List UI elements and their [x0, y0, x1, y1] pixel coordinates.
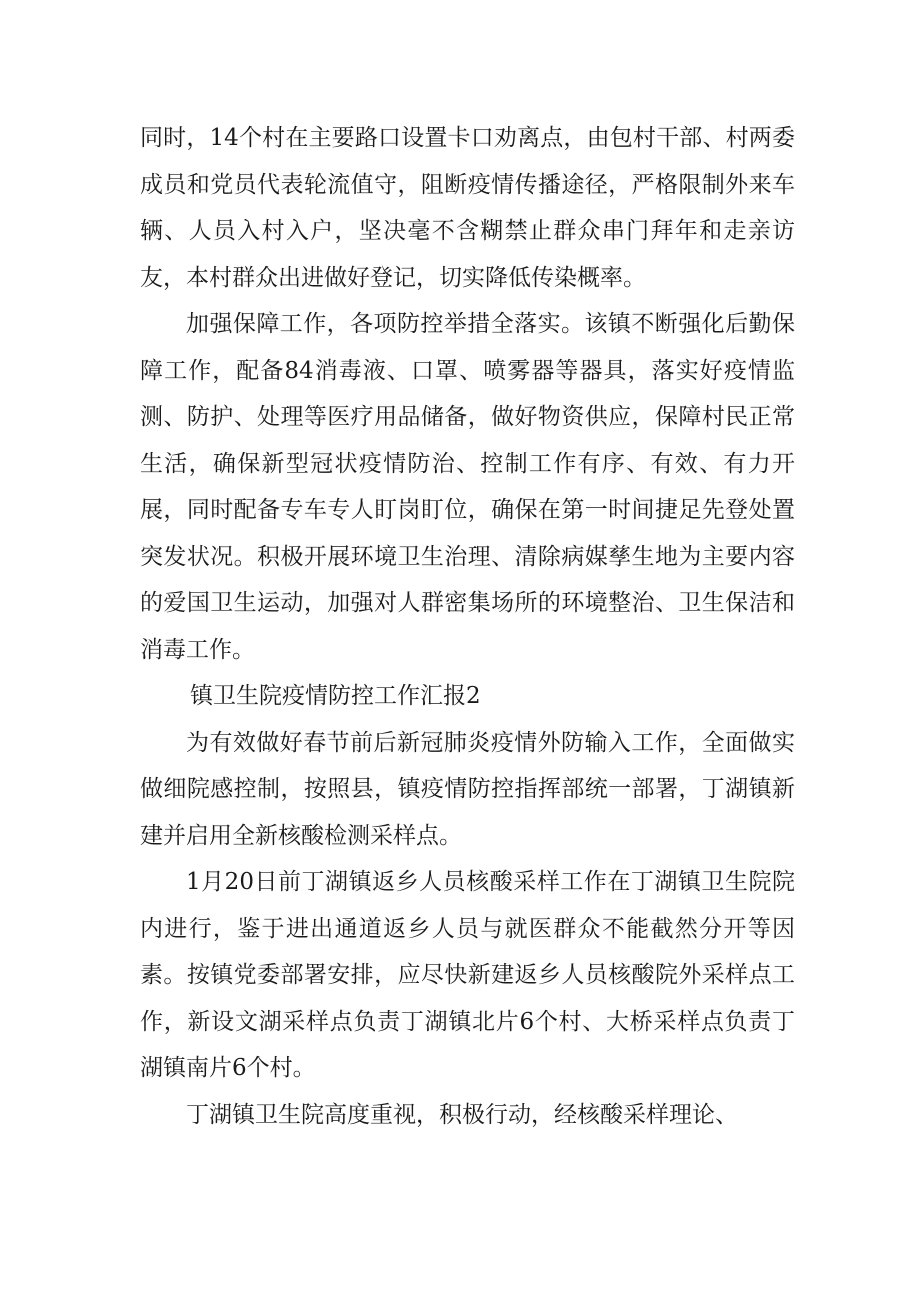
section-heading: 镇卫生院疫情防控工作汇报2 — [190, 683, 481, 709]
paragraph-new-sampling-site: 为有效做好春节前后新冠肺炎疫情外防输入工作，全面做实做细院感控制，按照县，镇疫情防控指挥部统一部署，丁湖镇新建并启用全新核酸检测采样点。 — [140, 729, 795, 849]
paragraph-logistics-support: 加强保障工作，各项防控举措全落实。该镇不断强化后勤保障工作，配备84消毒液、口罩、喷雾器等器具，落实好疫情监测、防护、处理等医疗用品储备，做好物资供应，保障村民正常生活，确保新型冠状疫情防治、控制工作有序、有效、有力开展，同时配备专车专人盯岗盯位，确保在第一时间捷足先登处置突发状况。积极开展环境卫生治理、清除病媒孳生地为主要内容的爱国卫生运动，加强对人群密集场所的环境整治、卫生保洁和消毒工作。 — [140, 311, 795, 663]
paragraph-sampling-arrangement: 1月20日前丁湖镇返乡人员核酸采样工作在丁湖镇卫生院院内进行，鉴于进出通道返乡人员与就医群众不能截然分开等因素。按镇党委部署安排，应尽快新建返乡人员核酸院外采样点工作，新设文湖采样点负责丁湖镇北片6个村、大桥采样点负责丁湖镇南片6个村。 — [140, 869, 795, 1081]
paragraph-village-checkpoints: 同时，14个村在主要路口设置卡口劝离点，由包村干部、村两委成员和党员代表轮流值守，阻断疫情传播途径，严格限制外来车辆、人员入村入户，坚决毫不含糊禁止群众串门拜年和走亲访友，本村群众出进做好登记，切实降低传染概率。 — [140, 125, 795, 291]
document-page — [140, 115, 795, 1138]
paragraph-hospital-action: 丁湖镇卫生院高度重视，积极行动，经核酸采样理论、 — [186, 1101, 738, 1128]
